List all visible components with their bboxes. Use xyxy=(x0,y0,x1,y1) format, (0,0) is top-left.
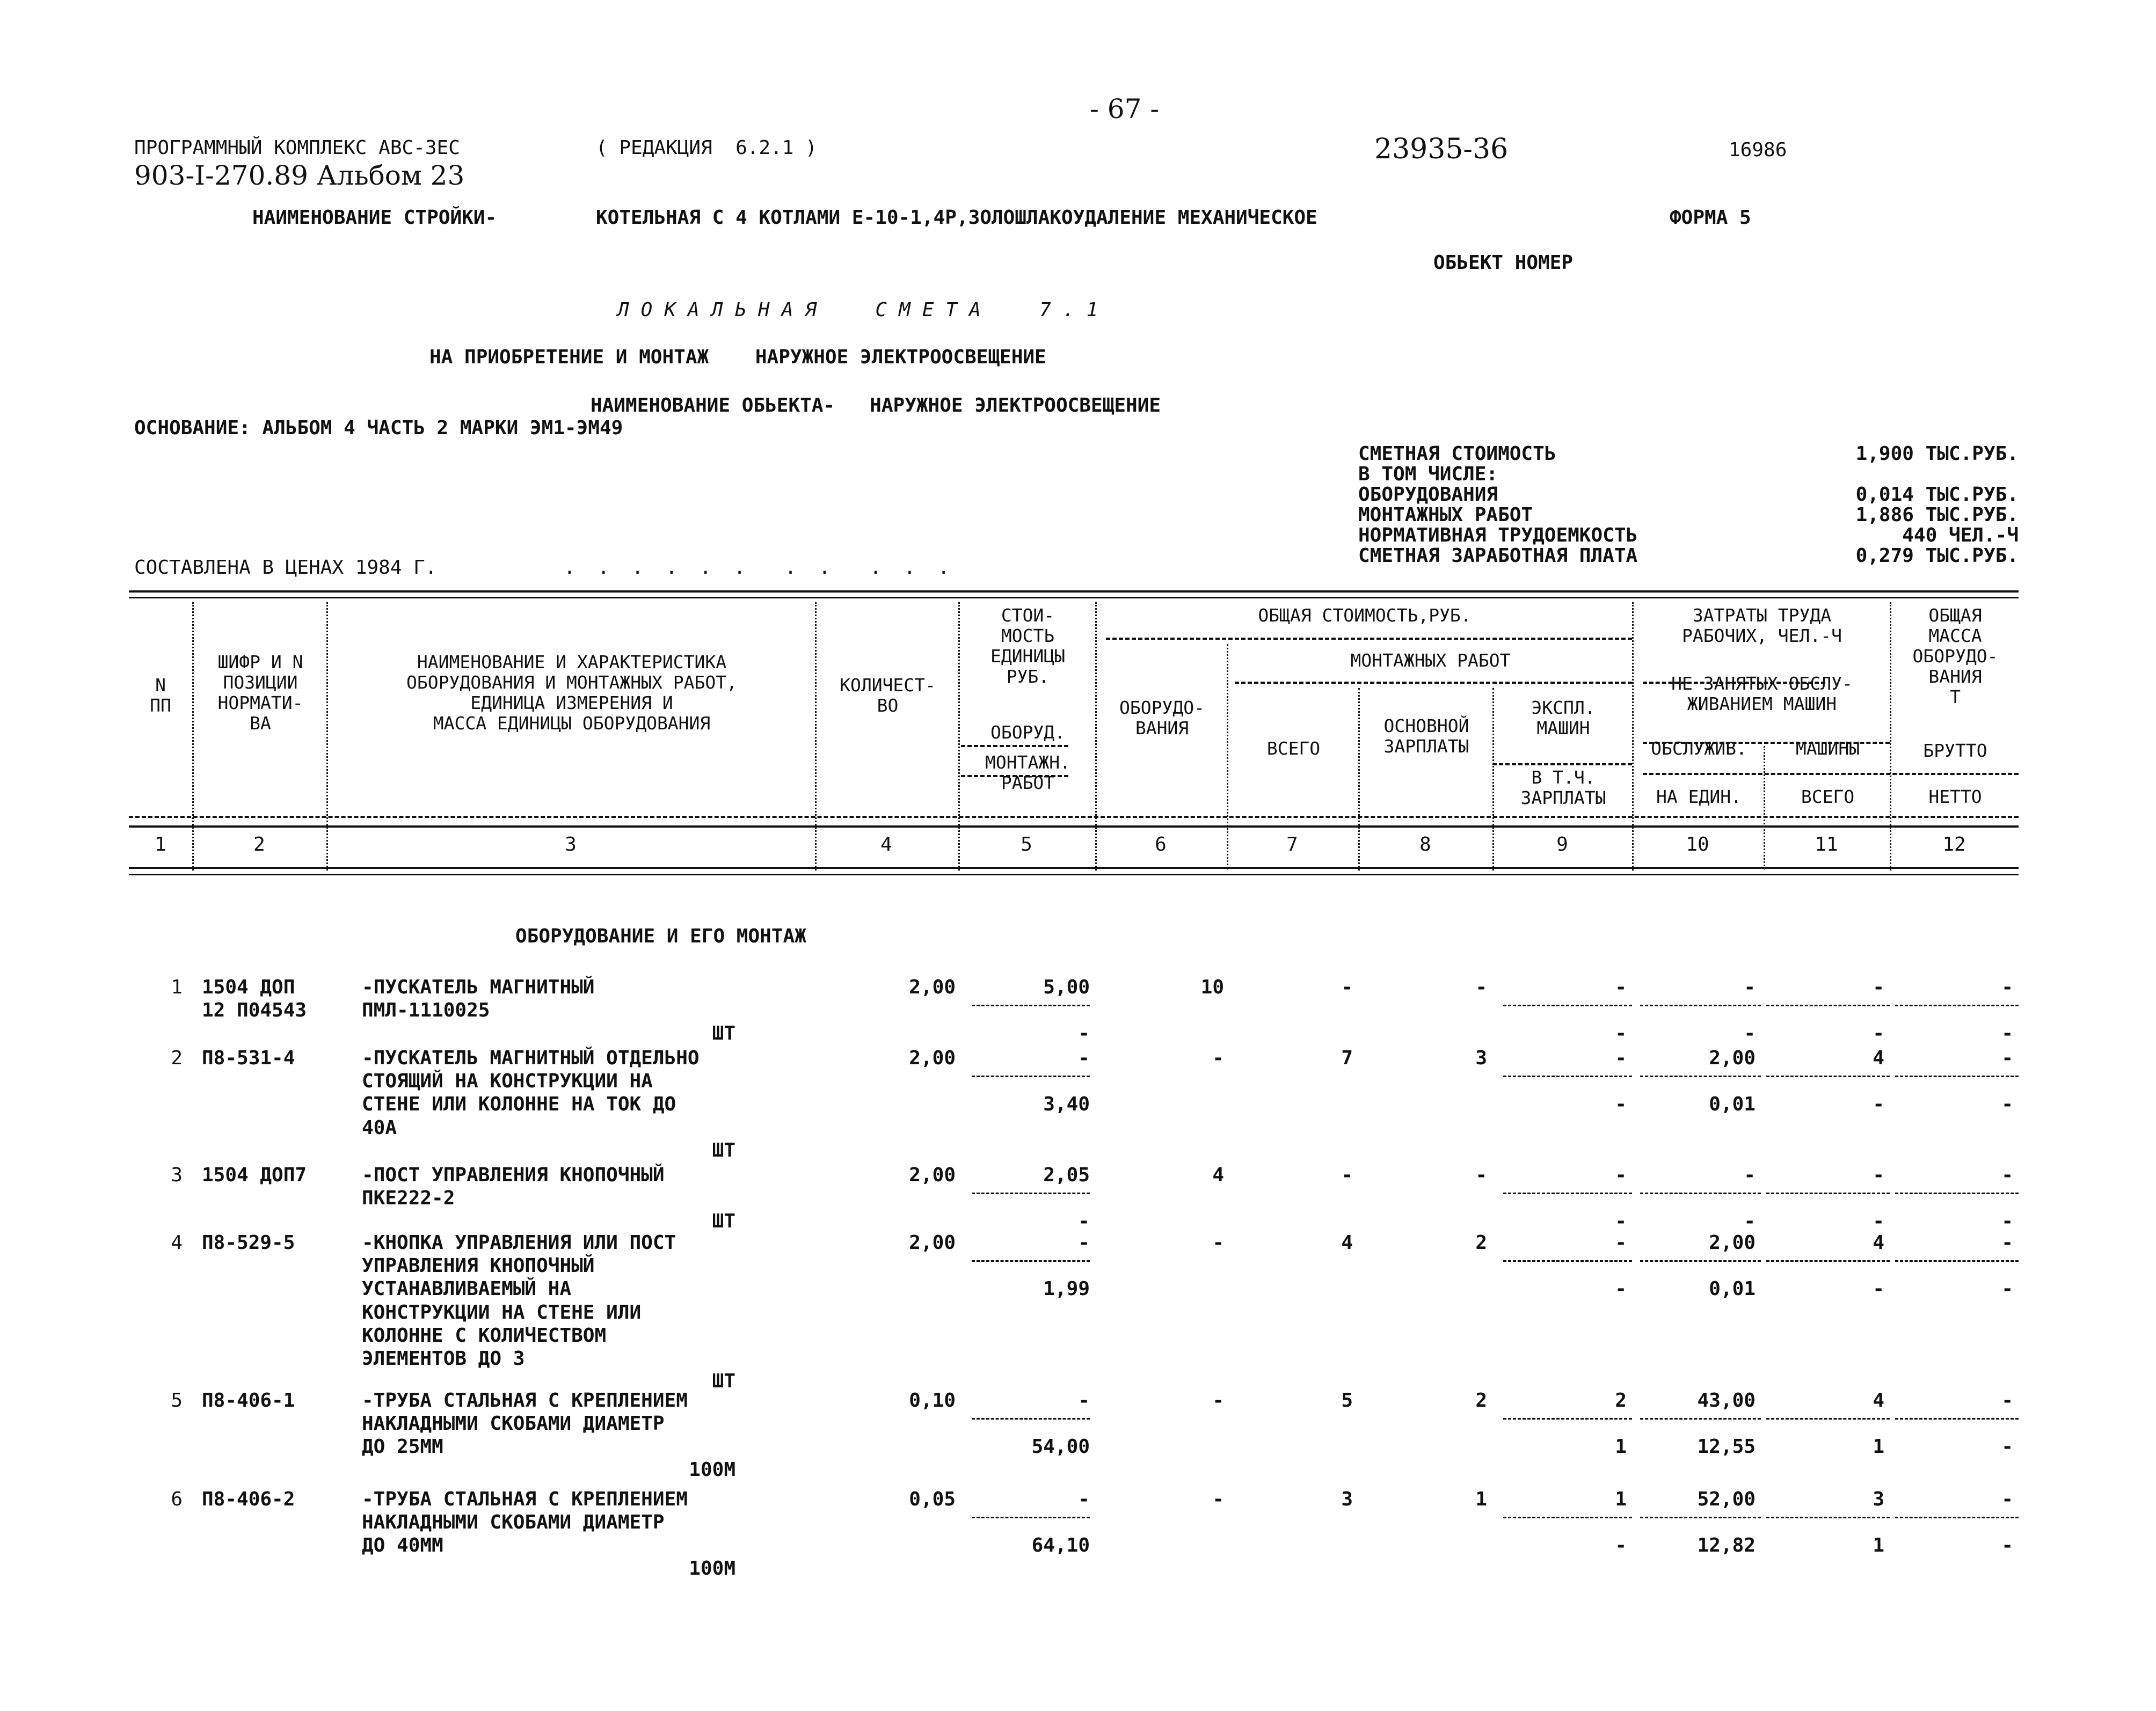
labor-machines-sub: - xyxy=(1873,1210,1884,1232)
unit-price-equipment: - xyxy=(1078,1047,1090,1069)
unit-of-measure: ШТ xyxy=(712,1370,735,1392)
cost-base-wage: - xyxy=(1475,976,1487,998)
mass-gross-sub: - xyxy=(2001,1436,2013,1458)
header-labor-sub: НЕ ЗАНЯТЫХ ОБСЛУ- ЖИВАНИЕМ МАШИН xyxy=(1671,673,1853,714)
summary-value: 1,900 ТЫС.РУБ. xyxy=(1855,443,2019,465)
labor-unit-sub: 12,55 xyxy=(1697,1436,1756,1458)
norm-code: П8-406-1 xyxy=(202,1390,295,1412)
cell-divider xyxy=(1895,1260,2019,1262)
cell-divider xyxy=(1766,1193,1890,1194)
norm-code: 1504 ДОП7 xyxy=(202,1164,307,1186)
header-col-12c: НЕТТО xyxy=(1928,786,1982,807)
header-col-3: НАИМЕНОВАНИЕ И ХАРАКТЕРИСТИКА ОБОРУДОВАНИЯ И МОНТАЖНЫХ РАБОТ, ЕДИНИЦА ИЗМЕРЕНИЯ И МАССА ЕДИНИЦЫ ОБОРУДОВАНИЯ xyxy=(406,652,737,734)
summary-label: СМЕТНАЯ ЗАРАБОТНАЯ ПЛАТА xyxy=(1358,545,1638,567)
row-number: 5 xyxy=(171,1390,183,1412)
cell-divider xyxy=(1503,1005,1632,1006)
price-divider xyxy=(972,1193,1090,1194)
cost-equipment: 4 xyxy=(1212,1164,1224,1186)
cost-total: - xyxy=(1341,976,1353,998)
price-divider xyxy=(972,1517,1090,1518)
norm-code: 1504 ДОП 12 П04543 xyxy=(202,976,307,1022)
header-col-4: КОЛИЧЕСТ- ВО xyxy=(840,675,936,716)
header-bottom-rule xyxy=(129,816,2019,818)
price-divider xyxy=(972,1418,1090,1420)
unit-price-equipment: - xyxy=(1078,1488,1090,1510)
document-title: ЛОКАЛЬНАЯ СМЕТА 7.1 xyxy=(617,299,1110,321)
unit-of-measure: ШТ xyxy=(712,1022,735,1044)
header-col-9b: В Т.Ч. ЗАРПЛАТЫ xyxy=(1520,767,1606,808)
program-name: ПРОГРАММНЫЙ КОМПЛЕКС АВС-3ЕС xyxy=(134,137,460,159)
col-sep-6 xyxy=(1227,644,1228,869)
basis: ОСНОВАНИЕ: АЛЬБОМ 4 ЧАСТЬ 2 МАРКИ ЭМ1-ЭМ49 xyxy=(134,417,623,439)
cost-machines-sub: 1 xyxy=(1615,1436,1627,1458)
labor-unit-sub: 0,01 xyxy=(1709,1278,1756,1300)
labor-machines: 3 xyxy=(1873,1488,1884,1510)
table-top-rule-2 xyxy=(129,597,2019,598)
table-top-rule xyxy=(129,590,2019,593)
quantity: 2,00 xyxy=(909,976,956,998)
labor-unit-sub: 0,01 xyxy=(1709,1093,1756,1115)
price-divider xyxy=(972,1076,1090,1077)
unit-of-measure: 100М xyxy=(689,1459,735,1481)
col-sep-8 xyxy=(1492,688,1494,871)
unit-price-mounting: 1,99 xyxy=(1043,1278,1090,1300)
header-col-10: ОБСЛУЖИВ. xyxy=(1651,738,1747,759)
cell-divider xyxy=(1895,1005,2019,1006)
header-col-6: ОБОРУДО- ВАНИЯ xyxy=(1119,697,1205,738)
rule-labor-sub2 xyxy=(1643,773,2019,775)
cell-divider xyxy=(1503,1193,1632,1194)
unit-price-equipment: 5,00 xyxy=(1043,976,1090,998)
cell-divider xyxy=(1895,1193,2019,1194)
cost-total: 5 xyxy=(1341,1390,1353,1412)
unit-price-mounting: - xyxy=(1078,1022,1090,1044)
row-number: 4 xyxy=(171,1232,183,1254)
mass-gross: - xyxy=(2001,1488,2013,1510)
labor-unit-sub: - xyxy=(1744,1022,1756,1044)
header-col-12b: БРУТТО xyxy=(1923,740,1987,761)
quantity: 0,05 xyxy=(909,1488,956,1510)
cost-base-wage: 3 xyxy=(1475,1047,1487,1069)
cost-equipment: 10 xyxy=(1200,976,1224,998)
mass-gross: - xyxy=(2001,1047,2013,1069)
col-sep-1 xyxy=(192,602,194,871)
cell-divider xyxy=(1766,1260,1890,1262)
item-name: -ПОСТ УПРАВЛЕНИЯ КНОПОЧНЫЙ ПКЕ222-2 xyxy=(362,1164,665,1210)
numbers-top-rule xyxy=(129,825,2019,828)
cell-divider xyxy=(1895,1517,2019,1518)
column-number: 10 xyxy=(1686,833,1709,855)
header-col-1: N ПП xyxy=(150,675,171,716)
summary-value: 0,279 ТЫС.РУБ. xyxy=(1855,545,2019,567)
norm-code: П8-406-2 xyxy=(202,1488,295,1510)
header-col-10b: НА ЕДИН. xyxy=(1656,786,1742,807)
summary-label: МОНТАЖНЫХ РАБОТ xyxy=(1358,504,1533,526)
labor-machines: - xyxy=(1873,1164,1884,1186)
column-number: 3 xyxy=(565,833,577,855)
cell-divider xyxy=(1503,1260,1632,1262)
labor-unit-sub: - xyxy=(1744,1210,1756,1232)
rule-total-cost xyxy=(1106,638,1632,640)
labor-machines: 4 xyxy=(1873,1390,1884,1412)
cost-total: 3 xyxy=(1341,1488,1353,1510)
item-name: -ТРУБА СТАЛЬНАЯ С КРЕПЛЕНИЕМ НАКЛАДНЫМИ СКОБАМИ ДИАМЕТР ДО 40ММ xyxy=(362,1488,688,1557)
cost-equipment: - xyxy=(1212,1488,1224,1510)
numbers-bottom-rule-2 xyxy=(129,874,2019,875)
unit-price-equipment: - xyxy=(1078,1390,1090,1412)
header-col-5b: ОБОРУД. xyxy=(990,722,1066,743)
col-sep-11 xyxy=(1890,602,1891,871)
cost-machines-sub: - xyxy=(1615,1093,1627,1115)
row-number: 3 xyxy=(171,1164,183,1186)
cost-machines-sub: - xyxy=(1615,1022,1627,1044)
item-name: -ПУСКАТЕЛЬ МАГНИТНЫЙ ПМЛ-1110025 xyxy=(362,976,595,1022)
cell-divider xyxy=(1503,1517,1632,1518)
labor-machines-sub: 1 xyxy=(1873,1534,1884,1556)
mass-gross-sub: - xyxy=(2001,1210,2013,1232)
quantity: 0,10 xyxy=(909,1390,956,1412)
header-col-5c: МОНТАЖН. РАБОТ xyxy=(985,752,1070,793)
column-number: 9 xyxy=(1556,833,1568,855)
norm-code: П8-529-5 xyxy=(202,1232,295,1254)
header-total-cost: ОБЩАЯ СТОИМОСТЬ,РУБ. xyxy=(1258,605,1472,626)
cell-divider xyxy=(1640,1193,1761,1194)
page-number: - 67 - xyxy=(1090,93,1160,125)
cell-divider xyxy=(1503,1418,1632,1420)
column-number: 4 xyxy=(880,833,892,855)
unit-of-measure: 100М xyxy=(689,1558,735,1580)
labor-unit: 43,00 xyxy=(1697,1390,1756,1412)
object-number: ОБЬЕКТ НОМЕР xyxy=(1433,252,1574,274)
cost-equipment: - xyxy=(1212,1390,1224,1412)
cost-equipment: - xyxy=(1212,1047,1224,1069)
column-number: 11 xyxy=(1815,833,1838,855)
cost-machines: - xyxy=(1615,976,1627,998)
cost-machines-sub: - xyxy=(1615,1278,1627,1300)
cell-divider xyxy=(1640,1260,1761,1262)
labor-machines: 4 xyxy=(1873,1232,1884,1254)
rule-mount-works xyxy=(1235,682,1632,684)
header-col-8: ОСНОВНОЙ ЗАРПЛАТЫ xyxy=(1383,715,1469,757)
revision: ( РЕДАКЦИЯ 6.2.1 ) xyxy=(596,137,817,159)
cost-total: - xyxy=(1341,1164,1353,1186)
unit-price-mounting: - xyxy=(1078,1210,1090,1232)
object-name: НАИМЕНОВАНИЕ ОБЬЕКТА- НАРУЖНОЕ ЭЛЕКТРООСВЕЩЕНИЕ xyxy=(591,394,1161,416)
labor-unit: 52,00 xyxy=(1697,1488,1756,1510)
header-col-11b: ВСЕГО xyxy=(1801,786,1855,807)
mass-gross-sub: - xyxy=(2001,1093,2013,1115)
cost-machines: - xyxy=(1615,1047,1627,1069)
cost-base-wage: 2 xyxy=(1475,1232,1487,1254)
section-title: ОБОРУДОВАНИЕ И ЕГО МОНТАЖ xyxy=(515,925,806,947)
unit-price-equipment: - xyxy=(1078,1232,1090,1254)
labor-unit: - xyxy=(1744,976,1756,998)
cost-base-wage: - xyxy=(1475,1164,1487,1186)
cell-divider xyxy=(1895,1418,2019,1420)
quantity: 2,00 xyxy=(909,1232,956,1254)
rule-price xyxy=(961,745,1068,747)
cost-machines: 1 xyxy=(1615,1488,1627,1510)
unit-of-measure: ШТ xyxy=(712,1210,735,1232)
unit-price-mounting: 64,10 xyxy=(1031,1534,1090,1556)
header-col-7: ВСЕГО xyxy=(1266,738,1321,759)
summary-value: 440 ЧЕЛ.-Ч xyxy=(1902,524,2019,546)
col-sep-4 xyxy=(958,602,960,871)
cell-divider xyxy=(1766,1517,1890,1518)
item-name: -КНОПКА УПРАВЛЕНИЯ ИЛИ ПОСТ УПРАВЛЕНИЯ КНОПОЧНЫЙ УСТАНАВЛИВАЕМЫЙ НА КОНСТРУКЦИИ НА СТЕНЕ ИЛИ КОЛОННЕ С КОЛИЧЕСТВОМ ЭЛЕМЕНТОВ ДО 3 xyxy=(362,1232,676,1370)
row-number: 2 xyxy=(171,1047,183,1069)
document-subtitle: НА ПРИОБРЕТЕНИЕ И МОНТАЖ НАРУЖНОЕ ЭЛЕКТРООСВЕЩЕНИЕ xyxy=(429,346,1046,368)
summary-label: НОРМАТИВНАЯ ТРУДОЕМКОСТЬ xyxy=(1358,524,1638,546)
unit-of-measure: ШТ xyxy=(712,1139,735,1161)
rule-machines xyxy=(1492,763,1632,765)
mass-gross-sub: - xyxy=(2001,1022,2013,1044)
item-name: -ТРУБА СТАЛЬНАЯ С КРЕПЛЕНИЕМ НАКЛАДНЫМИ СКОБАМИ ДИАМЕТР ДО 25ММ xyxy=(362,1390,688,1458)
cost-equipment: - xyxy=(1212,1232,1224,1254)
quantity: 2,00 xyxy=(909,1164,956,1186)
row-number: 1 xyxy=(171,976,183,998)
cost-total: 7 xyxy=(1341,1047,1353,1069)
cell-divider xyxy=(1766,1076,1890,1077)
mass-gross-sub: - xyxy=(2001,1534,2013,1556)
cell-divider xyxy=(1640,1076,1761,1077)
mass-gross-sub: - xyxy=(2001,1278,2013,1300)
labor-machines-sub: 1 xyxy=(1873,1436,1884,1458)
mass-gross: - xyxy=(2001,976,2013,998)
labor-machines-sub: - xyxy=(1873,1093,1884,1115)
column-number: 7 xyxy=(1286,833,1298,855)
column-number: 1 xyxy=(155,833,166,855)
header-col-5a: СТОИ- МОСТЬ ЕДИНИЦЫ РУБ. xyxy=(990,605,1066,687)
unit-price-mounting: 3,40 xyxy=(1043,1093,1090,1115)
cost-base-wage: 2 xyxy=(1475,1390,1487,1412)
summary-label: СМЕТНАЯ СТОИМОСТЬ xyxy=(1358,443,1556,465)
cost-machines: - xyxy=(1615,1232,1627,1254)
cell-divider xyxy=(1895,1076,2019,1077)
album-reference: 903-I-270.89 Альбом 23 xyxy=(134,160,465,191)
unit-price-mounting: 54,00 xyxy=(1031,1436,1090,1458)
cell-divider xyxy=(1503,1076,1632,1077)
labor-unit: 2,00 xyxy=(1709,1232,1756,1254)
labor-unit-sub: 12,82 xyxy=(1697,1534,1756,1556)
item-name: -ПУСКАТЕЛЬ МАГНИТНЫЙ ОТДЕЛЬНО СТОЯЩИЙ НА КОНСТРУКЦИИ НА СТЕНЕ ИЛИ КОЛОННЕ НА ТОК ДО 40А xyxy=(362,1047,700,1139)
col-sep-2 xyxy=(326,602,328,871)
labor-machines-sub: - xyxy=(1873,1278,1884,1300)
summary-value: 1,886 ТЫС.РУБ. xyxy=(1855,504,2019,526)
header-col-11: МАШИНЫ xyxy=(1795,738,1860,759)
cost-machines: - xyxy=(1615,1164,1627,1186)
construction-label: НАИМЕНОВАНИЕ СТРОЙКИ- xyxy=(252,207,497,229)
header-col-2: ШИФР И N ПОЗИЦИИ НОРМАТИ- ВА xyxy=(217,652,303,734)
mass-gross: - xyxy=(2001,1390,2013,1412)
price-divider xyxy=(972,1260,1090,1262)
column-number: 2 xyxy=(253,833,265,855)
cost-base-wage: 1 xyxy=(1475,1488,1487,1510)
cell-divider xyxy=(1640,1418,1761,1420)
mass-gross: - xyxy=(2001,1164,2013,1186)
price-divider xyxy=(972,1005,1090,1006)
column-number: 6 xyxy=(1155,833,1167,855)
mass-gross: - xyxy=(2001,1232,2013,1254)
col-sep-5 xyxy=(1095,602,1097,871)
labor-machines-sub: - xyxy=(1873,1022,1884,1044)
cost-machines-sub: - xyxy=(1615,1534,1627,1556)
summary-label: В ТОМ ЧИСЛЕ: xyxy=(1358,463,1498,485)
price-basis: СОСТАВЛЕНА В ЦЕНАХ 1984 Г. xyxy=(134,557,437,579)
quantity: 2,00 xyxy=(909,1047,956,1069)
numbers-bottom-rule xyxy=(129,867,2019,869)
header-col-12: ОБЩАЯ МАССА ОБОРУДО- ВАНИЯ Т xyxy=(1912,605,1998,707)
cell-divider xyxy=(1640,1005,1761,1006)
norm-code: П8-531-4 xyxy=(202,1047,295,1069)
cost-machines-sub: - xyxy=(1615,1210,1627,1232)
labor-machines: 4 xyxy=(1873,1047,1884,1069)
labor-machines: - xyxy=(1873,976,1884,998)
column-number: 12 xyxy=(1942,833,1966,855)
summary-label: ОБОРУДОВАНИЯ xyxy=(1358,484,1498,506)
header-col-9: ЭКСПЛ. МАШИН xyxy=(1531,697,1596,738)
dotted-filler: . . . . . . . . . . . xyxy=(564,557,955,579)
cost-machines: 2 xyxy=(1615,1390,1627,1412)
labor-unit: 2,00 xyxy=(1709,1047,1756,1069)
cell-divider xyxy=(1766,1418,1890,1420)
cell-divider xyxy=(1640,1517,1761,1518)
row-number: 6 xyxy=(171,1488,183,1510)
labor-unit: - xyxy=(1744,1164,1756,1186)
header-mount-works: МОНТАЖНЫХ РАБОТ xyxy=(1350,650,1511,671)
document-code: 23935-36 xyxy=(1374,133,1509,165)
cost-total: 4 xyxy=(1341,1232,1353,1254)
col-sep-9 xyxy=(1632,602,1634,871)
document-number: 16986 xyxy=(1729,139,1787,161)
unit-price-equipment: 2,05 xyxy=(1043,1164,1090,1186)
cell-divider xyxy=(1766,1005,1890,1006)
form-number: ФОРМА 5 xyxy=(1670,207,1751,229)
summary-value: 0,014 ТЫС.РУБ. xyxy=(1855,484,2019,506)
col-sep-10 xyxy=(1764,746,1765,869)
column-number: 8 xyxy=(1419,833,1431,855)
header-labor: ЗАТРАТЫ ТРУДА РАБОЧИХ, ЧЕЛ.-Ч xyxy=(1681,605,1842,646)
col-sep-7 xyxy=(1358,688,1360,871)
col-sep-3 xyxy=(815,602,817,871)
column-number: 5 xyxy=(1021,833,1032,855)
construction-name: КОТЕЛЬНАЯ С 4 КОТЛАМИ Е-10-1,4Р,ЗОЛОШЛАКОУДАЛЕНИЕ МЕХАНИЧЕСКОЕ xyxy=(596,207,1317,229)
